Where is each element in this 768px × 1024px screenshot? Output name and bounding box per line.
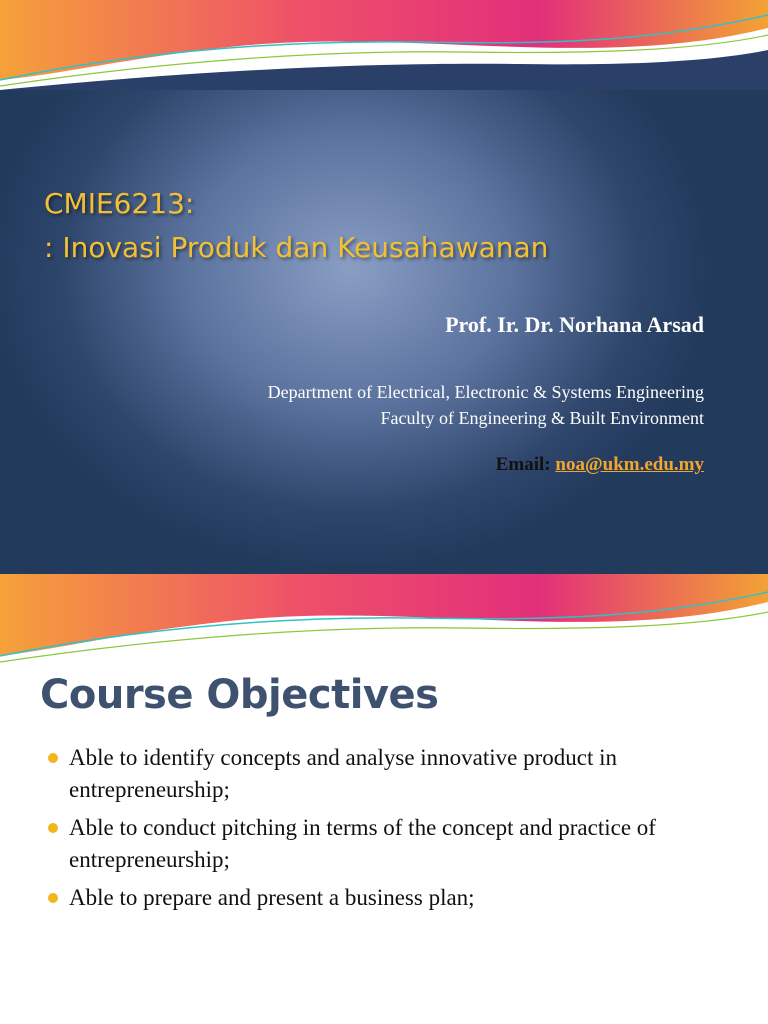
slide-course-objectives — [0, 574, 768, 1024]
decorative-banner — [0, 0, 768, 90]
bullet-icon — [48, 823, 58, 833]
list-item — [48, 742, 738, 806]
presenter-name: Prof. Ir. Dr. Norhana Arsad — [445, 312, 704, 337]
bullet-icon — [48, 893, 58, 903]
objective-text: Able to identify concepts and analyse innovative product in entrepreneurship; — [69, 745, 618, 802]
faculty-line: Faculty of Engineering & Built Environment — [380, 408, 704, 428]
email-link[interactable]: noa@ukm.edu.my — [555, 454, 704, 475]
objective-text: Able to prepare and present a business plan; — [69, 885, 475, 910]
list-item — [48, 882, 738, 914]
course-title — [44, 182, 548, 270]
bullet-icon — [48, 753, 58, 763]
email-label: Email: — [495, 454, 551, 475]
slide-heading: Course Objectives — [40, 672, 439, 718]
decorative-banner — [0, 574, 768, 664]
department-line: Department of Electrical, Electronic & Systems Engineering — [267, 382, 704, 402]
affiliation — [268, 379, 704, 431]
objectives-list — [48, 742, 738, 920]
email-line — [496, 454, 704, 476]
objective-text: Able to conduct pitching in terms of the concept and practice of entrepreneurship; — [69, 815, 656, 872]
course-name: : Inovasi Produk dan Keusahawanan — [44, 231, 549, 264]
course-code: CMIE6213: — [44, 187, 195, 220]
list-item — [48, 812, 738, 876]
